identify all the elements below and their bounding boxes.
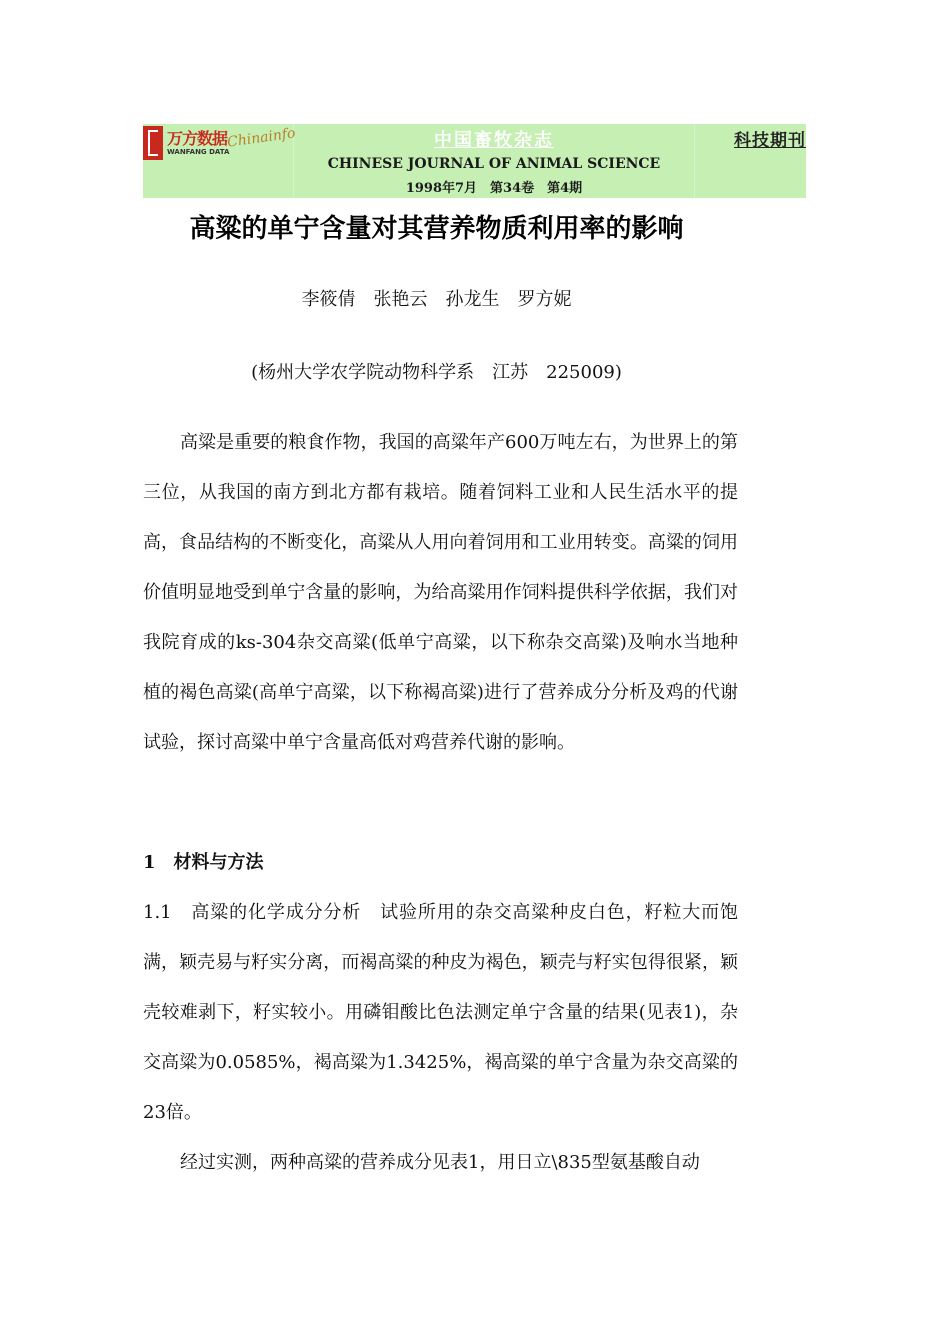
- article-title: 高粱的单宁含量对其营养物质利用率的影响: [189, 214, 684, 244]
- body-paragraph: 经过实测，两种高粱的营养成分见表1，用日立\835型氨基酸自动: [180, 1152, 700, 1173]
- journal-name-en: CHINESE JOURNAL OF ANIMAL SCIENCE: [327, 156, 661, 172]
- journal-header: [143, 124, 806, 198]
- journal-name-cn[interactable]: 中国畜牧杂志: [434, 130, 554, 151]
- journal-info: [294, 124, 695, 198]
- intro-paragraph: 高粱是重要的粮食作物，我国的高粱年产600万吨左右，为世界上的第三位，从我国的南方到北方都有栽培。随着饲料工业和人民生活水平的提高，食品结构的不断变化，高粱从人用向着饲用和工业用转变。高粱的饲用价值明显地受到单宁含量的影响，为给高粱用作饲料提供科学依据，我们对我院育成的ks-304杂交高粱(低单宁高粱，以下称杂交高粱)及响水当地种植的褐色高粱(高单宁高粱，以下称褐高粱)进行了营养成分分析及鸡的代谢试验，探讨高粱中单宁含量高低对鸡营养代谢的影响。: [143, 432, 738, 753]
- article-affiliation: (杨州大学农学院动物科学系 江苏 225009): [251, 362, 622, 383]
- wanfang-logo-icon: [143, 126, 163, 160]
- category-link[interactable]: 科技期刊: [734, 131, 806, 151]
- section-heading: 1 材料与方法: [143, 852, 264, 873]
- chinainfo-logo: Chinainfo: [226, 125, 297, 151]
- journal-issue: 1998年7月 第34卷 第4期: [405, 181, 583, 196]
- article-authors: 李筱倩 张艳云 孙龙生 罗方妮: [301, 289, 572, 310]
- logo-en-text: WANFANG DATA: [167, 148, 230, 156]
- category-cell: [695, 124, 806, 198]
- wanfang-logo: [143, 124, 297, 198]
- subsection-paragraph: 1.1 高粱的化学成分分析 试验所用的杂交高粱种皮白色，籽粒大而饱满，颖壳易与籽实分离，而褐高粱的种皮为褐色，颖壳与籽实包得很紧，颖壳较难剥下，籽实较小。用磷钼酸比色法测定单宁含量的结果(见表1)，杂交高粱为0.0585%，褐高粱为1.3425%，褐高粱的单宁含量为杂交高粱的23倍。: [143, 902, 738, 1123]
- logo-cn-text: 万方数据: [167, 129, 228, 148]
